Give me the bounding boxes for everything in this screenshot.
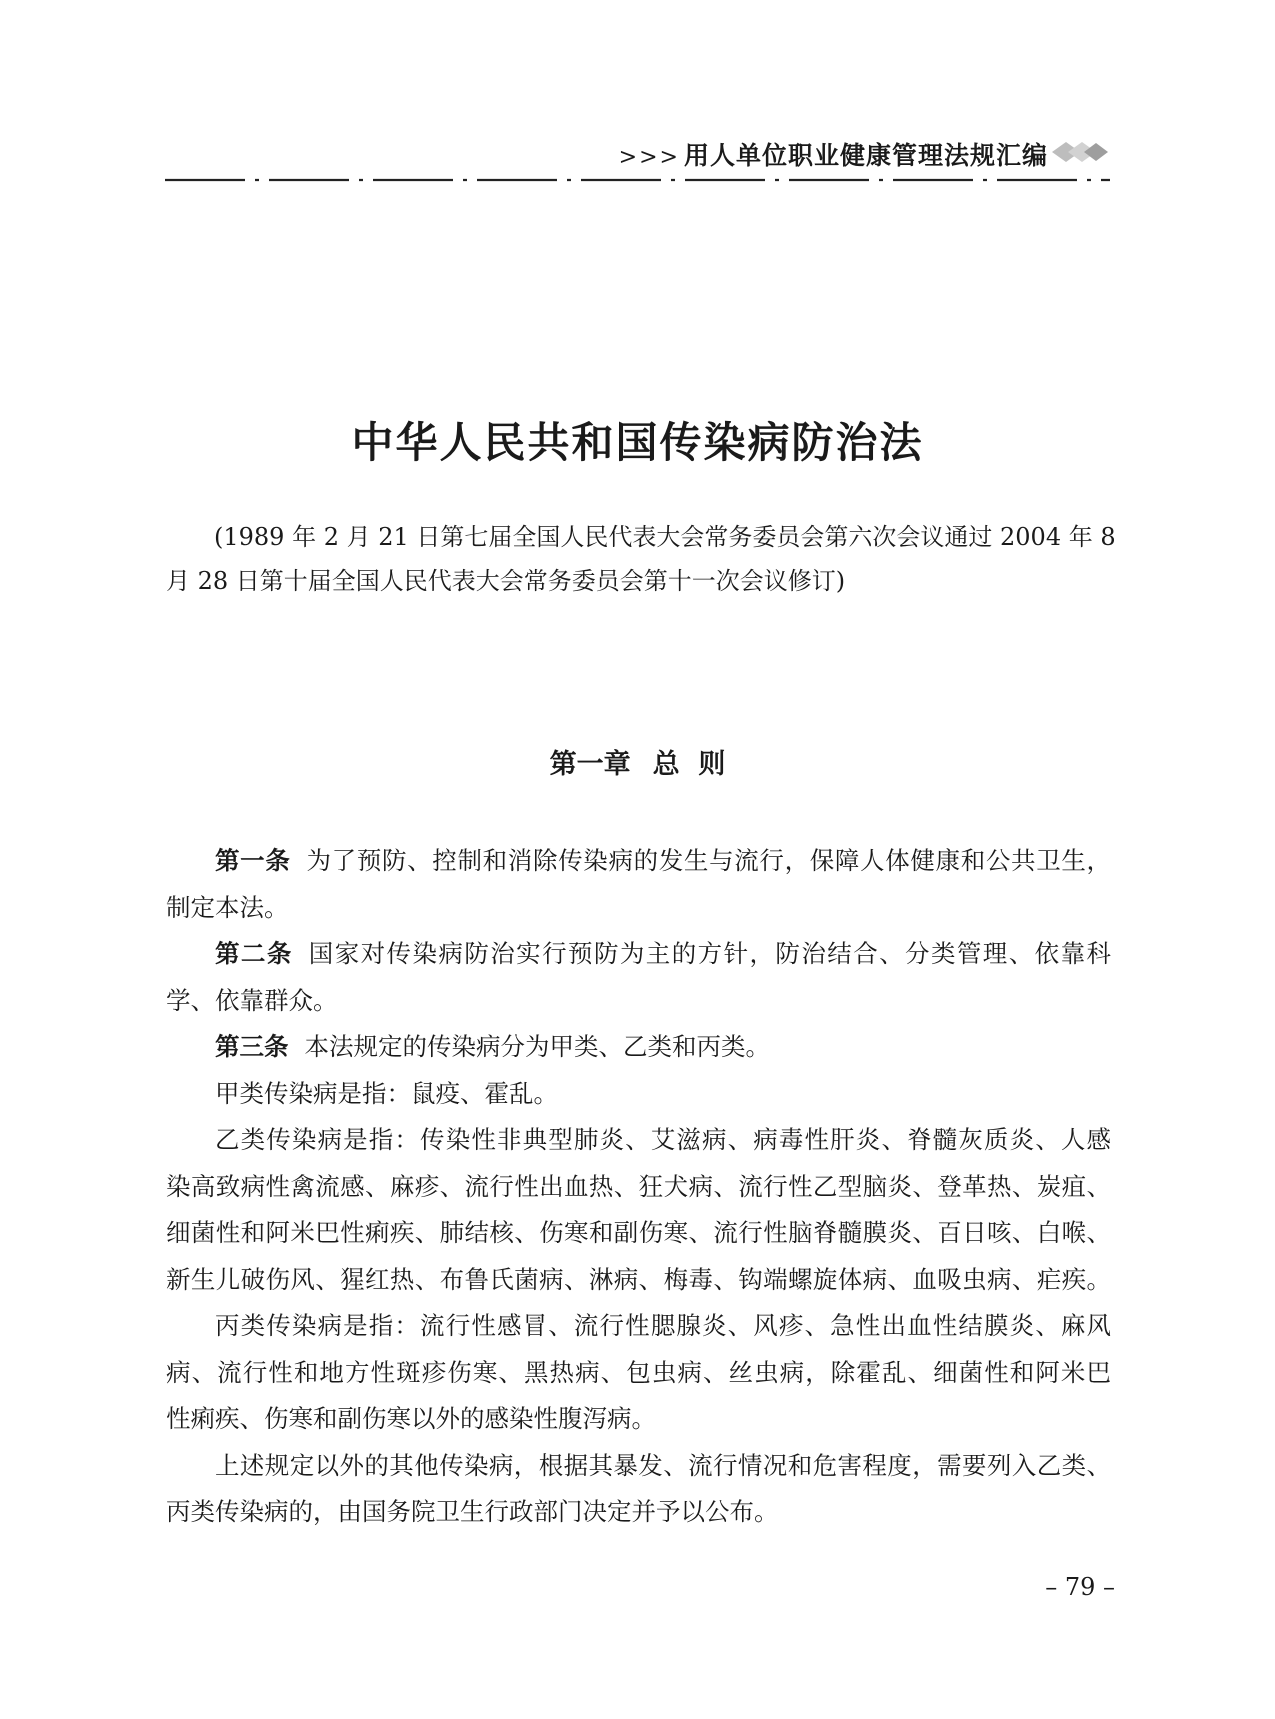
article-2-continuation: 学、依靠群众。 bbox=[166, 985, 338, 1015]
header-arrows: >>> bbox=[618, 145, 680, 170]
article-3 bbox=[166, 1024, 1111, 1071]
article-text: 本法规定的传染病分为甲类、乙类和丙类。 bbox=[304, 1032, 770, 1061]
chapter-heading bbox=[0, 742, 1275, 781]
article-1-continuation: 制定本法。 bbox=[166, 892, 289, 922]
article-label: 第一条 bbox=[215, 846, 291, 875]
paragraph-class-c-line: 丙类传染病是指：流行性感冒、流行性腮腺炎、风疹、急性出血性结膜炎、麻风 bbox=[215, 1311, 1111, 1340]
enactment-note-line-1: (1989 年 2 月 21 日第七届全国人民代表大会常务委员会第六次会议通过 2004 年 8 bbox=[214, 523, 1116, 551]
article-label: 第二条 bbox=[215, 939, 293, 968]
header-dash-dot-rule bbox=[165, 176, 1110, 184]
chapter-number: 第一章 bbox=[549, 749, 631, 780]
double-diamond-icon bbox=[1052, 140, 1110, 164]
article-2 bbox=[166, 931, 1111, 978]
page-number: – 79 – bbox=[1045, 1573, 1115, 1601]
paragraph-class-b-line: 细菌性和阿米巴性痢疾、肺结核、伤寒和副伤寒、流行性脑脊髓膜炎、百日咳、白喉、 bbox=[166, 1218, 1111, 1247]
running-header bbox=[165, 130, 1110, 190]
paragraph-class-c-line: 性痢疾、伤寒和副伤寒以外的感染性腹泻病。 bbox=[166, 1404, 656, 1433]
paragraph-class-c-line: 病、流行性和地方性斑疹伤寒、黑热病、包虫病、丝虫病，除霍乱、细菌性和阿米巴 bbox=[166, 1357, 1111, 1387]
article-text: 国家对传染病防治实行预防为主的方针，防治结合、分类管理、依靠科 bbox=[308, 939, 1112, 968]
law-title: 中华人民共和国传染病防治法 bbox=[351, 418, 924, 467]
paragraph-other-line: 丙类传染病的，由国务院卫生行政部门决定并予以公布。 bbox=[166, 1497, 779, 1526]
enactment-note bbox=[166, 515, 1116, 603]
running-header-title bbox=[619, 136, 1048, 172]
paragraph-class-b-line: 新生儿破伤风、猩红热、布鲁氏菌病、淋病、梅毒、钩端螺旋体病、血吸虫病、疟疾。 bbox=[166, 1264, 1111, 1294]
paragraph-class-b-line: 乙类传染病是指：传染性非典型肺炎、艾滋病、病毒性肝炎、脊髓灰质炎、人感 bbox=[215, 1125, 1111, 1154]
paragraph-class-a: 甲类传染病是指：鼠疫、霍乱。 bbox=[215, 1078, 558, 1108]
chapter-name: 总 则 bbox=[652, 749, 726, 780]
law-body bbox=[166, 838, 1111, 1536]
article-label: 第三条 bbox=[215, 1032, 289, 1061]
book-title: 用人单位职业健康管理法规汇编 bbox=[683, 141, 1048, 170]
paragraph-other-line: 上述规定以外的其他传染病，根据其暴发、流行情况和危害程度，需要列入乙类、 bbox=[215, 1450, 1111, 1480]
enactment-note-line-2: 月 28 日第十届全国人民代表大会常务委员会第十一次会议修订) bbox=[166, 567, 846, 595]
article-1 bbox=[166, 838, 1111, 885]
article-text: 为了预防、控制和消除传染病的发生与流行，保障人体健康和公共卫生， bbox=[306, 846, 1112, 875]
paragraph-class-b-line: 染高致病性禽流感、麻疹、流行性出血热、狂犬病、流行性乙型脑炎、登革热、炭疽、 bbox=[166, 1171, 1111, 1201]
